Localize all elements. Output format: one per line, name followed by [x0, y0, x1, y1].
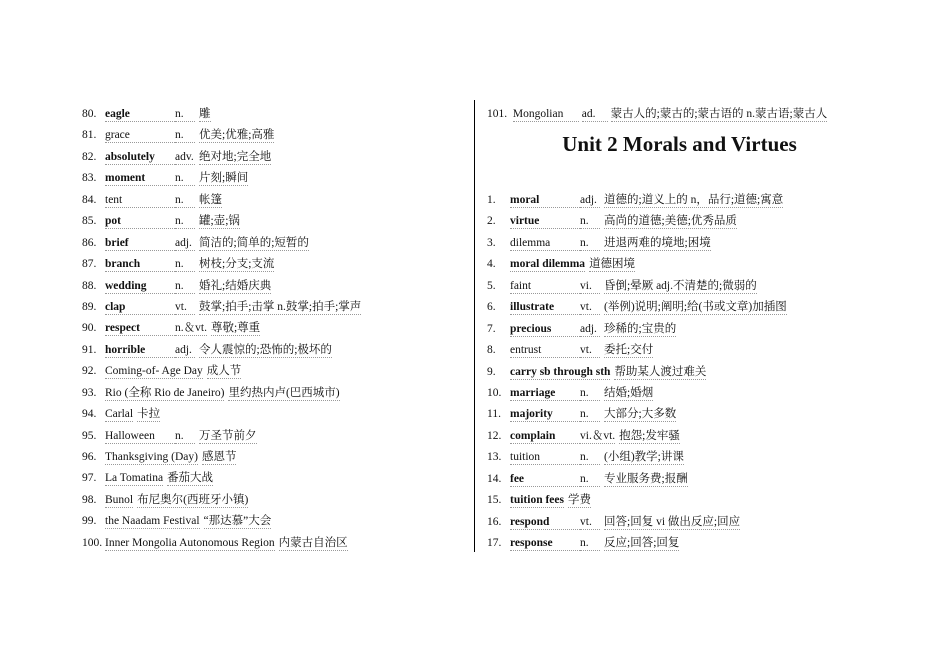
entry-number: 87. [82, 258, 97, 271]
entry-number: 80. [82, 108, 97, 120]
entry-pos: vt. [580, 301, 600, 315]
entry-number: 84. [82, 193, 97, 206]
entry-number: 97. [82, 472, 97, 485]
entry-word: Thanksgiving (Day) [105, 451, 198, 463]
entry-pos: adj. [175, 344, 195, 358]
entry-number: 1. [487, 194, 496, 206]
entry-word: precious [510, 323, 580, 337]
entry-word: branch [105, 258, 175, 272]
entry-number: 14. [487, 472, 502, 485]
entry-number: 10. [487, 386, 502, 399]
vocab-row [487, 447, 887, 468]
entry-meaning: 昏倒;晕厥 adj.不清楚的;微弱的 [604, 279, 757, 292]
entry-pos: ad. [582, 108, 608, 122]
entry-number: 3. [487, 236, 496, 249]
vocab-row [82, 318, 462, 339]
entry-number: 91. [82, 343, 97, 356]
entry-meaning: 片刻;瞬间 [199, 172, 249, 185]
entry-word: tuition fees [510, 494, 564, 507]
right-vocab-column [487, 104, 887, 125]
entry-word: Coming-of- Age Day [105, 365, 203, 378]
entry-meaning: 抱怨;发牢骚 [619, 429, 680, 442]
vocab-row [487, 297, 887, 318]
entry-meaning: 感恩节 [201, 451, 237, 463]
entry-number: 17. [487, 537, 502, 549]
entry-word: illustrate [510, 301, 580, 315]
vocab-row [82, 404, 462, 425]
entry-pos: n. [175, 172, 195, 186]
entry-word: marriage [510, 387, 580, 401]
vocab-row [487, 404, 887, 425]
entry-meaning: 番茄大战 [167, 472, 214, 485]
vocab-row [82, 340, 462, 361]
entry-pos: vt. [175, 301, 195, 315]
vocab-row [487, 340, 887, 361]
entry-number: 2. [487, 215, 496, 228]
entry-meaning: 道德的;道义上的 n，品行;道德;寓意 [604, 194, 784, 206]
entry-meaning: 优美;优雅;高雅 [199, 129, 275, 142]
entry-pos: n. [580, 215, 600, 229]
entry-word: respect [105, 322, 175, 336]
entry-meaning: 蒙古人的;蒙古的;蒙古语的 n.蒙古语;蒙古人 [610, 108, 828, 120]
entry-number: 101. [487, 108, 508, 120]
entry-word: the Naadam Festival [105, 515, 200, 528]
vocab-row [487, 490, 887, 511]
entry-word: carry sb through sth [510, 365, 611, 378]
entry-meaning: 结婚;婚烟 [604, 386, 654, 399]
vocab-row [82, 211, 462, 232]
entry-word: moment [105, 172, 175, 186]
entry-meaning: 帮助某人渡过难关 [614, 365, 707, 378]
entry-number: 83. [82, 172, 97, 185]
vocab-row [82, 361, 462, 382]
entry-number: 9. [487, 365, 496, 378]
entry-word: Bunol [105, 493, 134, 506]
vocab-row [82, 426, 462, 447]
vocab-row [82, 254, 462, 275]
entry-meaning: 成人节 [206, 365, 242, 378]
entry-meaning: 道德困境 [589, 258, 636, 271]
entry-meaning: 树枝;分支;支流 [199, 258, 275, 271]
entry-pos: vt. [580, 344, 600, 358]
entry-word: Halloween [105, 430, 175, 444]
entry-number: 11. [487, 408, 501, 421]
entry-word: eagle [105, 108, 175, 122]
entry-pos: n. [175, 215, 195, 229]
entry-pos: n. [580, 387, 600, 401]
vocab-row [487, 254, 887, 275]
vocab-row [82, 447, 462, 468]
entry-number: 81. [82, 129, 97, 142]
vocab-row [82, 233, 462, 254]
entry-word: entrust [510, 344, 580, 358]
entry-word: clap [105, 301, 175, 315]
entry-pos: adj. [580, 323, 600, 337]
entry-pos: vi. [580, 280, 600, 294]
entry-number: 88. [82, 279, 97, 292]
entry-number: 95. [82, 429, 97, 442]
entry-word: La Tomatina [105, 472, 164, 485]
entry-word: absolutely [105, 151, 175, 165]
column-divider [474, 100, 475, 552]
entry-word: wedding [105, 280, 175, 294]
entry-pos: n. [580, 473, 600, 487]
entry-meaning: 卡拉 [137, 408, 161, 421]
entry-word: faint [510, 280, 580, 294]
entry-word: fee [510, 473, 580, 487]
entry-meaning: 里约热内卢(巴西城市) [228, 386, 340, 399]
entry-number: 8. [487, 344, 496, 357]
entry-meaning: 帐篷 [199, 193, 222, 206]
vocab-row [82, 468, 462, 489]
entry-pos: vt. [580, 516, 600, 530]
entry-pos: adj. [580, 194, 600, 208]
entry-word: brief [105, 237, 175, 251]
entry-meaning: 绝对地;完全地 [199, 150, 272, 163]
entry-word: Carlal [105, 408, 134, 421]
entry-number: 12. [487, 429, 502, 442]
vocab-row [82, 533, 462, 554]
vocab-row [487, 276, 887, 297]
entry-pos: n. [175, 280, 195, 294]
vocab-row [82, 383, 462, 404]
entry-word: virtue [510, 215, 580, 229]
entry-word: moral dilemma [510, 258, 586, 271]
entry-word: respond [510, 516, 580, 530]
entry-number: 92. [82, 365, 97, 378]
entry-word: Mongolian [513, 108, 579, 122]
entry-meaning: 布尼奥尔(西班牙小镇) [137, 493, 249, 506]
entry-number: 5. [487, 279, 496, 292]
entry-meaning: 万圣节前夕 [199, 429, 257, 442]
entry-meaning: 进退两难的境地;困境 [604, 236, 711, 249]
entry-pos: adj. [175, 237, 195, 251]
vocab-row [487, 233, 887, 254]
vocab-row [82, 276, 462, 297]
entry-word: Inner Mongolia Autonomous Region [105, 536, 275, 549]
entry-pos: n.＆vt. [175, 322, 207, 335]
entry-number: 96. [82, 451, 97, 463]
entry-number: 89. [82, 300, 97, 313]
entry-word: dilemma [510, 237, 580, 251]
entry-number: 82. [82, 150, 97, 163]
entry-pos: n. [175, 194, 195, 208]
left-vocab-column [82, 104, 462, 554]
unit-vocab-list [487, 190, 887, 554]
entry-number: 86. [82, 236, 97, 249]
entry-number: 16. [487, 515, 502, 528]
entry-pos: n. [580, 451, 600, 465]
entry-number: 94. [82, 408, 97, 421]
entry-meaning: 珍稀的;宝贵的 [604, 322, 677, 335]
entry-word: Rio (全称 Rio de Janeiro) [105, 386, 225, 399]
entry-meaning: 婚礼;结婚庆典 [199, 279, 272, 292]
vocab-row [487, 469, 887, 490]
entry-word: moral [510, 194, 580, 208]
entry-meaning: 尊敬;尊重 [210, 322, 261, 335]
entry-pos: adv. [175, 150, 194, 163]
entry-number: 100. [82, 536, 103, 549]
entry-meaning: 反应;回答;回复 [604, 537, 680, 549]
entry-word: pot [105, 215, 175, 229]
vocab-row [487, 362, 887, 383]
entry-meaning: 令人震惊的;恐怖的;极坏的 [199, 343, 332, 356]
entry-meaning: 高尚的道德;美德;优秀品质 [604, 215, 737, 228]
entry-meaning: 鼓掌;拍手;击掌 n.鼓掌;拍手;掌声 [199, 300, 362, 313]
entry-pos: n. [580, 237, 600, 251]
entry-meaning: 学费 [567, 494, 591, 507]
entry-number: 99. [82, 515, 97, 528]
vocab-row [82, 168, 462, 189]
vocab-row [487, 211, 887, 232]
vocab-row [487, 104, 887, 125]
entry-word: majority [510, 408, 580, 422]
entry-word: tent [105, 194, 175, 208]
entry-meaning: 简洁的;简单的;短暂的 [199, 236, 309, 249]
entry-word: horrible [105, 344, 175, 358]
entry-pos: n. [580, 408, 600, 422]
entry-word: response [510, 537, 580, 551]
entry-number: 6. [487, 301, 496, 314]
entry-meaning: 大部分;大多数 [604, 408, 677, 421]
vocab-row [82, 297, 462, 318]
vocab-row [487, 383, 887, 404]
entry-word: complain [510, 430, 580, 444]
entry-number: 90. [82, 322, 97, 335]
entry-number: 98. [82, 493, 97, 506]
entry-pos: n. [175, 258, 195, 272]
entry-meaning: 回答;回复 vi 做出反应;回应 [604, 515, 741, 528]
entry-number: 15. [487, 494, 502, 507]
unit-title: Unit 2 Morals and Virtues [562, 132, 797, 156]
entry-pos: n. [580, 537, 600, 551]
vocab-row [82, 511, 462, 532]
vocab-row [487, 426, 887, 447]
vocab-row [82, 190, 462, 211]
entry-word: grace [105, 129, 175, 143]
entry-pos: n. [175, 430, 195, 444]
entry-number: 13. [487, 451, 502, 464]
entry-number: 93. [82, 386, 97, 399]
vocab-row [82, 104, 462, 125]
entry-pos: n. [175, 108, 195, 122]
entry-word: tuition [510, 451, 580, 465]
vocab-row [487, 512, 887, 533]
entry-meaning: (小组)教学;讲课 [604, 451, 684, 464]
entry-meaning: (举例)说明;阐明;给(书或文章)加插图 [604, 301, 787, 314]
vocab-row [82, 490, 462, 511]
entry-number: 7. [487, 322, 496, 335]
entry-number: 85. [82, 215, 97, 228]
vocab-row [82, 147, 462, 168]
entry-meaning: “那达慕”大会 [203, 515, 272, 528]
entry-meaning: 内蒙古自治区 [278, 536, 348, 549]
vocab-row [487, 533, 887, 554]
vocab-row [82, 125, 462, 146]
vocab-row [487, 190, 887, 211]
entry-pos: n. [175, 129, 195, 143]
entry-number: 4. [487, 258, 496, 271]
entry-meaning: 委托;交付 [604, 344, 654, 357]
entry-meaning: 专业服务费;报酬 [604, 472, 688, 485]
vocab-row [487, 319, 887, 340]
entry-meaning: 雕 [199, 108, 211, 120]
entry-pos: vi.＆vt. [580, 429, 616, 442]
entry-meaning: 罐;壶;锅 [199, 215, 240, 228]
